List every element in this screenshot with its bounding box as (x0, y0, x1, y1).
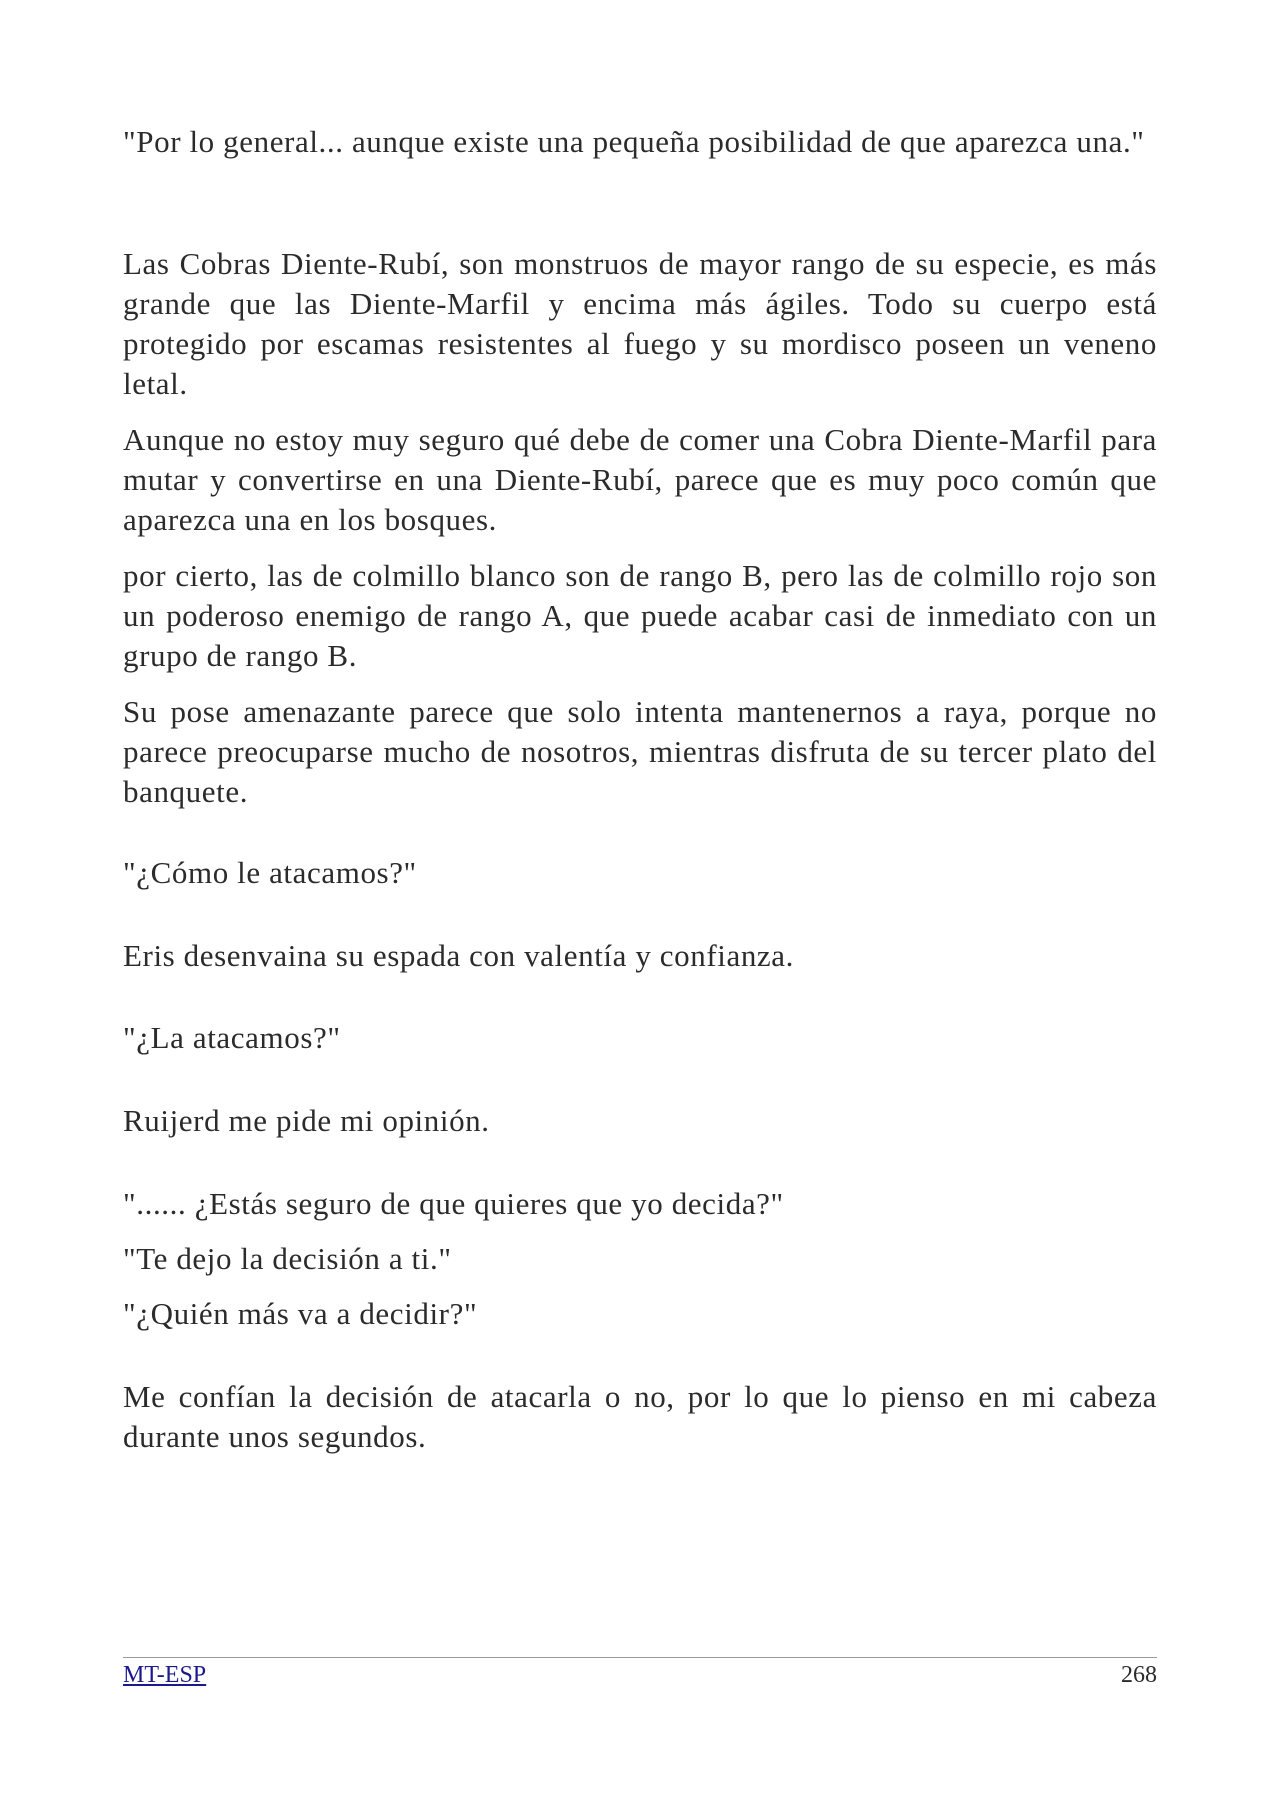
page-number: 268 (1121, 1662, 1157, 1688)
paragraph-1: "Por lo general... aunque existe una pequeña posibilidad de que aparezca una." (123, 124, 1145, 159)
paragraph-9: Ruijerd me pide mi opinión. (123, 1103, 490, 1138)
paragraph-11: "Te dejo la decisión a ti." (123, 1241, 452, 1276)
paragraph-3: Aunque no estoy muy seguro qué debe de comer una Cobra Diente-Marfil para mutar y convertirse en una Diente-Rubí, parece que es muy poco común que aparezca una en los bosques. (123, 422, 1157, 537)
paragraph-5: Su pose amenazante parece que solo intenta mantenernos a raya, porque no parece preocuparse mucho de nosotros, mientras disfruta de su tercer plato del banquete. (123, 694, 1157, 809)
paragraph-2: Las Cobras Diente-Rubí, son monstruos de mayor rango de su especie, es más grande que las Diente-Marfil y encima más ágiles. Todo su cuerpo está protegido por escamas resistentes al fuego y su mordisco poseen un veneno letal. (123, 246, 1157, 401)
paragraph-6: "¿Cómo le atacamos?" (123, 855, 417, 890)
paragraph-10: "...... ¿Estás seguro de que quieres que yo decida?" (123, 1186, 784, 1221)
paragraph-12: "¿Quién más va a decidir?" (123, 1296, 478, 1331)
paragraph-4: por cierto, las de colmillo blanco son de rango B, pero las de colmillo rojo son un poderoso enemigo de rango A, que puede acabar casi de inmediato con un grupo de rango B. (123, 558, 1157, 673)
paragraph-13: Me confían la decisión de atacarla o no, por lo que lo pienso en mi cabeza durante unos segundos. (123, 1379, 1157, 1454)
footer-link[interactable]: MT-ESP (123, 1662, 207, 1688)
paragraph-7: Eris desenvaina su espada con valentía y confianza. (123, 938, 795, 973)
footer-divider (123, 1657, 1157, 1658)
paragraph-8: "¿La atacamos?" (123, 1020, 341, 1055)
